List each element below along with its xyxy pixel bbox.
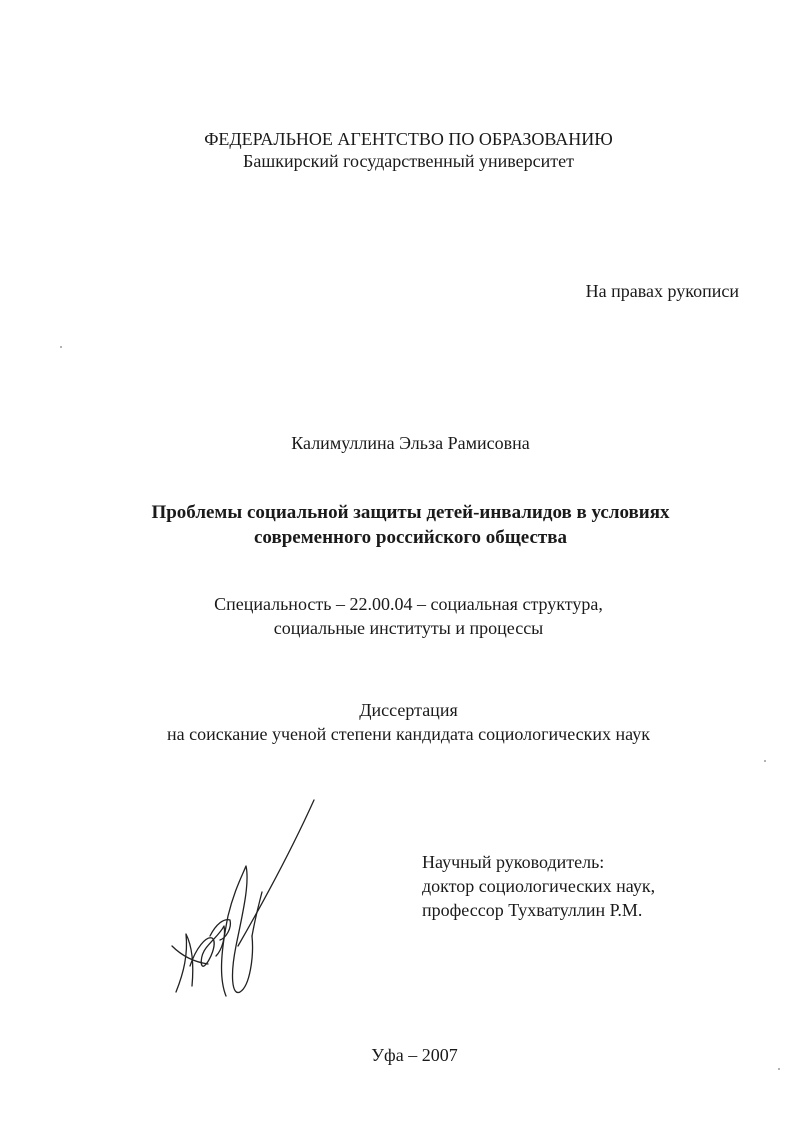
handwritten-signature-icon — [166, 796, 326, 1006]
scan-speck — [764, 760, 766, 762]
manuscript-rights-note: На правах рукописи — [585, 281, 739, 301]
title-line-2: современного российского общества — [254, 527, 567, 548]
specialty-line-2: социальные институты и процессы — [273, 618, 544, 638]
degree-line-1: Диссертация — [359, 700, 458, 720]
specialty — [12, 592, 793, 640]
agency-name: ФЕДЕРАЛЬНОЕ АГЕНТСТВО ПО ОБРАЗОВАНИЮ — [204, 129, 613, 149]
title-line-1: Проблемы социальной защиты детей-инвалидов в условиях — [151, 502, 670, 523]
supervisor-line-3: профессор Тухватуллин Р.М. — [422, 900, 643, 920]
scan-speck — [60, 346, 62, 348]
dissertation-title — [14, 500, 793, 550]
organization-header — [12, 128, 793, 172]
supervisor-line-1: Научный руководитель: — [422, 852, 605, 872]
specialty-line-1: Специальность – 22.00.04 – социальная структура, — [214, 594, 603, 614]
university-name: Башкирский государственный университет — [243, 151, 574, 171]
scan-speck — [778, 1068, 780, 1070]
degree-line-2: на соискание ученой степени кандидата социологических наук — [167, 724, 650, 744]
city-year: Уфа – 2007 — [371, 1045, 458, 1065]
author-name: Калимуллина Эльза Рамисовна — [291, 433, 530, 453]
supervisor-line-2: доктор социологических наук, — [422, 876, 656, 896]
scientific-supervisor — [422, 850, 655, 922]
degree-statement — [12, 698, 793, 746]
